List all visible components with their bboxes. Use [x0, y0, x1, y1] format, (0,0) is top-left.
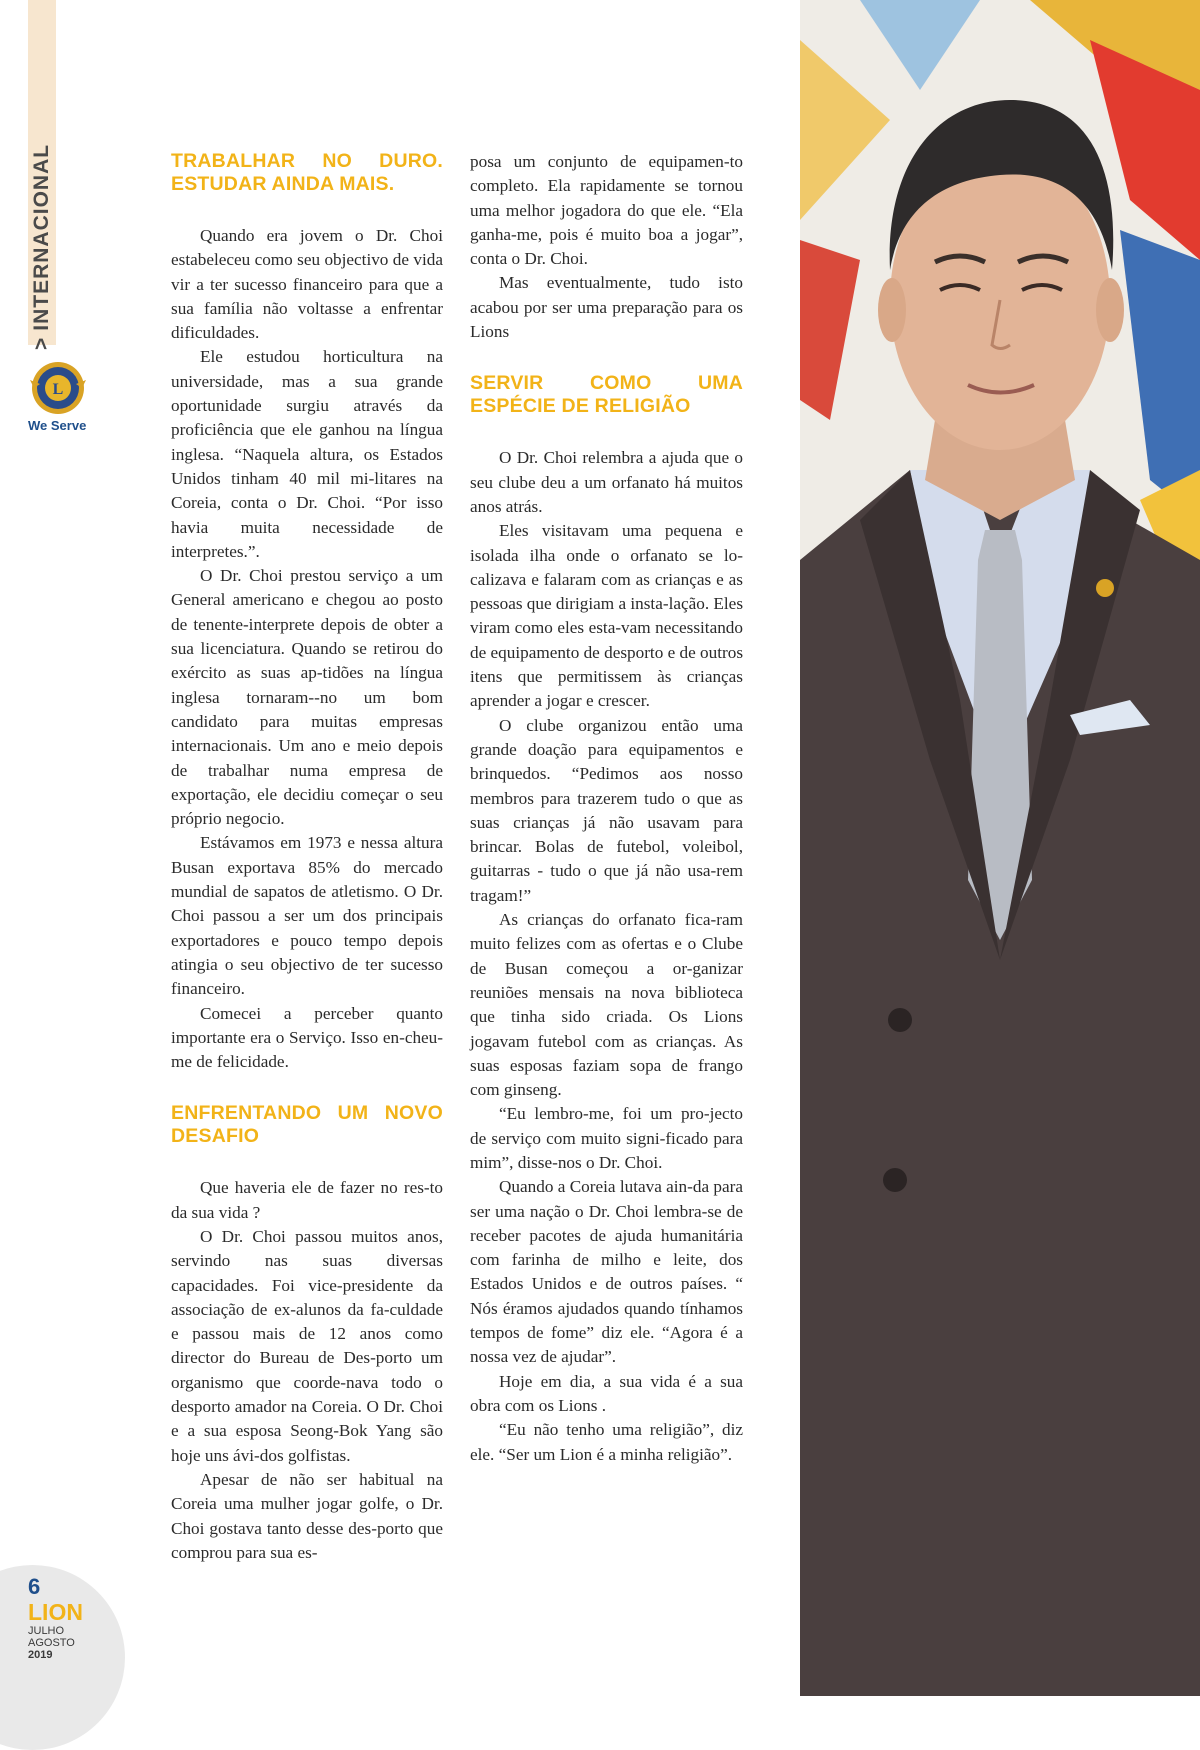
portrait-illustration: [800, 0, 1200, 1696]
we-serve-tagline: We Serve: [28, 418, 87, 433]
paragraph: Estávamos em 1973 e nessa altura Busan exportava 85% do mercado mundial de sapatos de atletismo. O Dr. Choi passou a ser um dos principais exportadores e pouco tempo depois atingia o seu objectivo de ter sucesso financeiro.: [171, 833, 443, 999]
portrait-photo: [800, 0, 1200, 1696]
issue-year: 2019: [28, 1649, 53, 1661]
paragraph-continued: posa um conjunto de equipamen-to completo. Ela rapidamente se tornou uma melhor jogadora do que ele. “Ela ganha-me, pois é muito boa a jogar”, conta o Dr. Choi.: [470, 152, 743, 269]
paragraph: “Eu não tenho uma religião”, diz ele. “Ser um Lion é a minha religião”.: [470, 1420, 743, 1464]
magazine-name: LION: [28, 1599, 83, 1625]
lions-logo: [28, 358, 88, 418]
heading-work-hard: TRABALHAR NO DURO. ESTUDAR AINDA MAIS.: [171, 150, 443, 195]
issue-month-1: JULHO: [28, 1625, 65, 1637]
paragraph: O Dr. Choi passou muitos anos, servindo nas suas diversas capacidades. Foi vice-presidente da associação de ex-alunos da fa-culdade e passou mais de 12 anos como director do Bureau de Des-porto um organismo que coorde-nava todo o desporto amador na Coreia. O Dr. Choi e a sua esposa Seong-Bok Yang são hoje uns ávi-dos golfistas.: [171, 1226, 443, 1465]
heading-new-challenge: ENFRENTANDO UM NOVO DESAFIO: [171, 1102, 443, 1148]
section-label-text: INTERNACIONAL: [30, 143, 53, 331]
paragraph: O clube organizou então uma grande doação para equipamentos e brinquedos. “Pedimos aos nosso membros para trazerem tudo o que as suas crianças já não usavam para brincar. Bolas de futebol, voleibol, guitarras - tudo o que já não usa-rem tragam!”: [470, 715, 743, 905]
paragraph: Ele estudou horticultura na universidade, mas a sua grande oportunidade surgiu através da proficiência que ele ganhou na língua inglesa. “Naquela altura, os Estados Unidos tinham 40 mil mi-litares na Coreia, conta o Dr. Choi. “Por isso havia muita necessidade de interpretes.”.: [171, 347, 443, 561]
folio: [28, 1575, 83, 1661]
paragraph: Eles visitavam uma pequena e isolada ilha onde o orfanato se lo-calizava e falaram com as crianças e as pessoas que dirigiam a insta-lação. Eles viram como eles esta-vam necessitando de equipamento de desporto e de outros itens que permitissem às crianças aprender a jogar e crescer.: [470, 521, 744, 711]
paragraph: Apesar de não ser habitual na Coreia uma mulher jogar golfe, o Dr. Choi gostava tanto desse des-porto que comprou para sua es-: [171, 1469, 443, 1562]
paragraph: Comecei a perceber quanto importante era o Serviço. Isso en-cheu-me de felicidade.: [171, 1003, 443, 1072]
paragraph: Quando era jovem o Dr. Choi estabeleceu como seu objectivo de vida vir a ter sucesso financeiro para que a sua família não voltasse a enfrentar dificuldades.: [171, 226, 443, 343]
svg-text:L: L: [52, 381, 64, 398]
page-number: 6: [28, 1574, 41, 1599]
article-column-1: [171, 150, 443, 1565]
paragraph: As crianças do orfanato fica-ram muito felizes com as ofertas e o Clube de Busan começou a or-ganizar reuniões mensais na nova biblioteca que tinha sido criada. Os Lions jogavam futebol com as crianças. As suas esposas faziam sopa de frango com ginseng.: [470, 910, 743, 1100]
section-label: [29, 140, 55, 350]
paragraph: Mas eventualmente, tudo isto acabou por ser uma preparação para os Lions: [470, 273, 743, 342]
chevron-right-icon: >: [30, 336, 53, 350]
article-column-2: [470, 150, 743, 1467]
paragraph: Quando a Coreia lutava ain-da para ser uma nação o Dr. Choi lembra-se de receber pacotes de ajuda humanitária com farinha de milho e leite, dos Estados Unidos e de outros países. “ Nós éramos ajudados quando tínhamos tempos de fome” diz ele. “Agora é a nossa vez de ajudar”.: [470, 1177, 743, 1367]
paragraph: Que haveria ele de fazer no res-to da sua vida ?: [171, 1178, 443, 1222]
heading-religion: SERVIR COMO UMA ESPÉCIE DE RELIGIÃO: [470, 372, 743, 418]
issue-month-2: AGOSTO: [28, 1637, 75, 1649]
paragraph: O Dr. Choi prestou serviço a um General americano e chegou ao posto de tenente-interprete depois de obter a sua licenciatura. Quando se retirou do exército as suas ap-tidões na língua inglesa tornaram--no um bom candidato para muitas empresas internacionais. Um ano e meio depois de trabalhar numa empresa de exportação, ele decidiu começar o seu próprio negocio.: [171, 566, 443, 829]
paragraph: Hoje em dia, a sua vida é a sua obra com os Lions .: [470, 1371, 743, 1415]
paragraph: “Eu lembro-me, foi um pro-jecto de serviço com muito signi-ficado para mim”, disse-nos o Dr. Choi.: [470, 1104, 743, 1172]
paragraph: O Dr. Choi relembra a ajuda que o seu clube deu a um orfanato há muitos anos atrás.: [470, 448, 743, 516]
